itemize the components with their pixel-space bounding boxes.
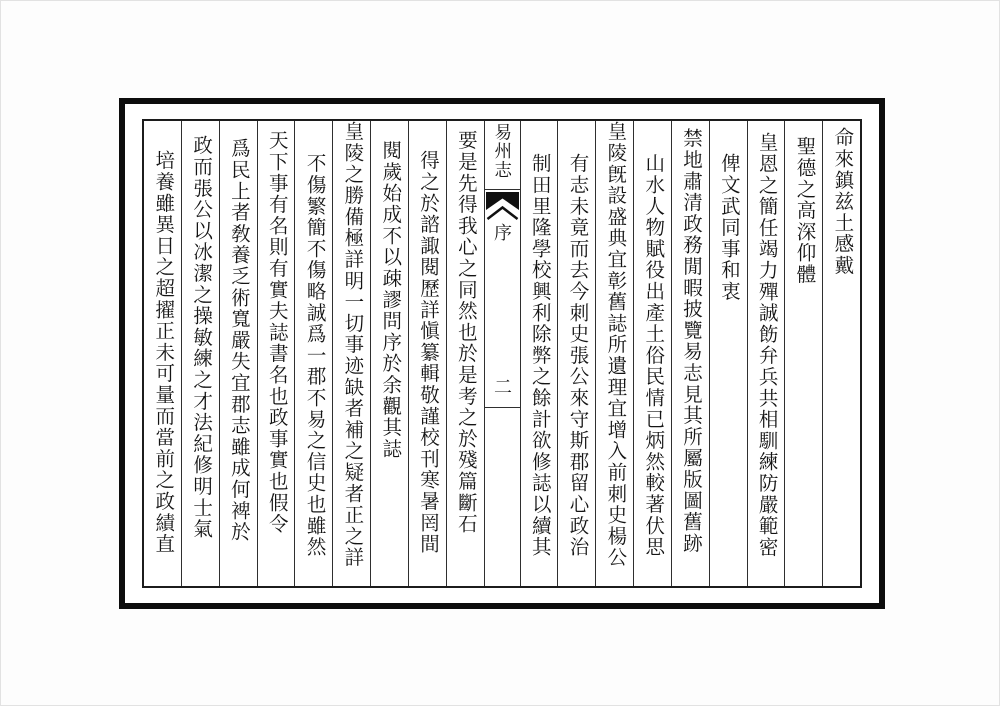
column-text: 禁地肅清政務閒暇披覽易志見其所屬版圖舊跡 <box>680 128 702 554</box>
book-title: 易州志 <box>492 123 513 180</box>
banxin-page-block <box>485 377 520 397</box>
column-text: 命來鎮兹土感戴 <box>831 127 853 277</box>
text-column-5 <box>671 121 709 586</box>
text-column-14 <box>294 121 332 586</box>
text-column-11 <box>408 121 446 586</box>
banxin-divider-line <box>485 407 520 408</box>
text-column-17 <box>181 121 219 586</box>
text-column-4 <box>709 121 747 586</box>
text-column-16 <box>219 121 257 586</box>
text-column-6 <box>633 121 671 586</box>
column-text: 聖德之高深仰體 <box>793 136 815 286</box>
text-column-8 <box>557 121 595 586</box>
text-column-3 <box>747 121 785 586</box>
text-column-2 <box>784 121 822 586</box>
text-columns <box>142 119 862 588</box>
column-text: 皇陵旣設盛典宜彰舊誌所遺理宜增入前刺史楊公 <box>604 121 626 569</box>
column-text: 政而張公以冰潔之操敏練之才法紀修明士氣 <box>190 135 212 540</box>
column-text: 山水人物賦役出產土俗民情已炳然較著伏思 <box>642 153 664 558</box>
column-text: 俾文武同事和衷 <box>717 153 739 303</box>
text-column-12 <box>370 121 408 586</box>
column-text: 閱歲始成不以疎謬問序於余觀其誌 <box>379 140 401 460</box>
page-outer-border <box>119 98 885 609</box>
text-column-9 <box>520 121 558 586</box>
column-text: 有志未竟而去今刺史張公來守斯郡留心政治 <box>566 153 588 558</box>
text-column-15 <box>257 121 295 586</box>
column-text: 要是先得我心之同然也於是考之於殘篇斷石 <box>454 130 476 535</box>
column-text: 得之於諮諏閱歷詳愼纂輯敬謹校刊寒暑罔間 <box>417 150 439 555</box>
column-text: 皇陵之勝備極詳明一切事迹缺者補之疑者正之詳 <box>341 121 363 569</box>
banxin-section-block <box>485 223 520 243</box>
page-number: 二 <box>492 377 513 397</box>
banxin-title-block <box>485 121 520 190</box>
column-text: 不傷繁簡不傷略誠爲一郡不易之信史也雖然 <box>303 153 325 558</box>
column-text: 制田里隆學校興利除弊之餘計欲修誌以續其 <box>528 153 550 558</box>
column-text: 皇恩之簡任竭力殫誠飭弁兵共相馴練防嚴範密 <box>755 132 777 558</box>
text-column-10 <box>446 121 484 586</box>
text-column-7 <box>595 121 633 586</box>
section-label: 序 <box>492 223 513 243</box>
banxin-column <box>484 121 520 586</box>
fishtail-icon <box>486 192 519 222</box>
text-column-1 <box>822 121 860 586</box>
column-text: 爲民上者敎養乏術寬嚴失宜郡志雖成何裨於 <box>227 138 249 543</box>
text-column-18 <box>144 121 181 586</box>
column-text: 培養雖異日之超擢正未可量而當前之政績直 <box>152 150 174 555</box>
text-column-13 <box>332 121 370 586</box>
column-text: 天下事有名則有實夫誌書名也政事實也假令 <box>265 130 287 535</box>
